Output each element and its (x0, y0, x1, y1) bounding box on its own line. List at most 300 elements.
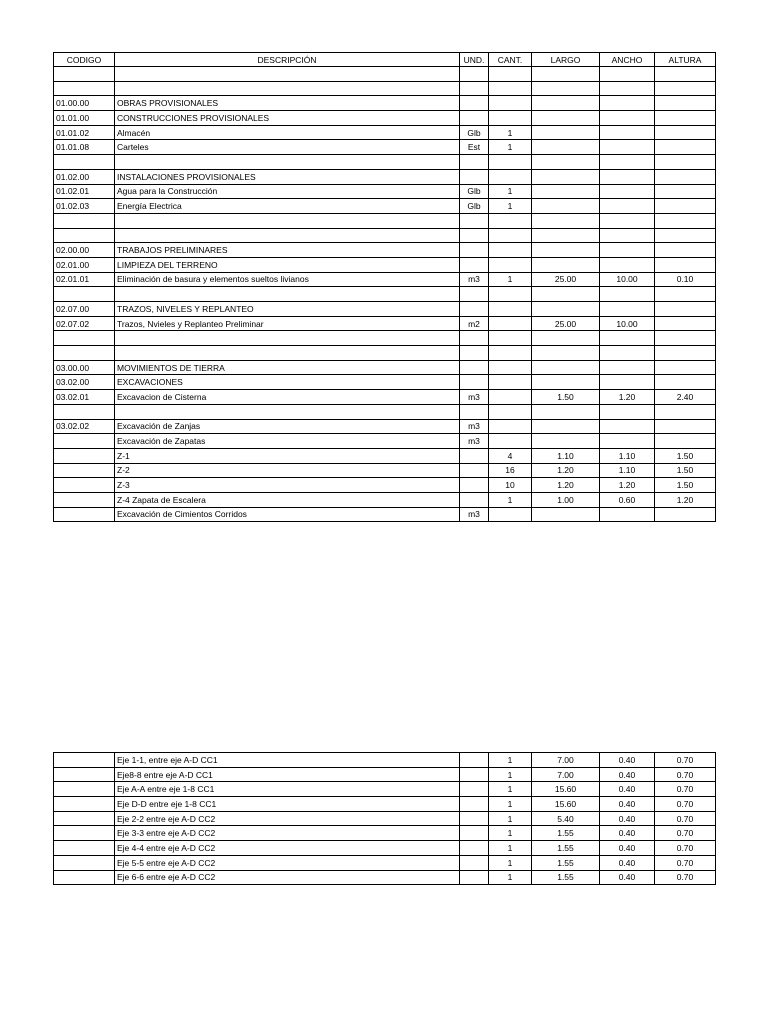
cell-ancho (600, 228, 655, 243)
cell-descripcion (115, 213, 460, 228)
cell-descripcion: Eje 2-2 entre eje A-D CC2 (115, 811, 460, 826)
cell-codigo (54, 213, 115, 228)
cell-und (460, 331, 489, 346)
cell-codigo: 01.02.03 (54, 199, 115, 214)
cell-altura (655, 199, 716, 214)
cell-altura (655, 302, 716, 317)
cell-descripcion: Excavación de Cimientos Corridos (115, 507, 460, 522)
cell-largo (532, 257, 600, 272)
cell-codigo: 02.07.02 (54, 316, 115, 331)
table-row (54, 797, 716, 812)
cell-und (460, 111, 489, 126)
cell-ancho (600, 302, 655, 317)
cell-und (460, 257, 489, 272)
cell-largo: 1.00 (532, 492, 600, 507)
table-row (54, 375, 716, 390)
cell-largo: 1.55 (532, 826, 600, 841)
cell-ancho (600, 213, 655, 228)
table-row (54, 419, 716, 434)
cell-und (460, 797, 489, 812)
cell-ancho (600, 125, 655, 140)
table-row (54, 257, 716, 272)
cell-cant (489, 243, 532, 258)
cell-cant (489, 213, 532, 228)
cell-ancho: 0.40 (600, 826, 655, 841)
cell-cant: 4 (489, 448, 532, 463)
cell-cant: 1 (489, 140, 532, 155)
cell-ancho: 0.40 (600, 767, 655, 782)
cell-largo (532, 228, 600, 243)
cell-altura (655, 360, 716, 375)
cell-descripcion: Z-4 Zapata de Escalera (115, 492, 460, 507)
cell-altura (655, 243, 716, 258)
cell-codigo (54, 507, 115, 522)
cell-cant (489, 228, 532, 243)
header-cant: CANT. (489, 53, 532, 67)
cell-codigo: 01.00.00 (54, 96, 115, 111)
cell-descripcion: Eje 4-4 entre eje A-D CC2 (115, 841, 460, 856)
cell-und: m3 (460, 419, 489, 434)
cell-altura (655, 316, 716, 331)
cell-altura: 0.70 (655, 841, 716, 856)
cell-codigo: 02.00.00 (54, 243, 115, 258)
cell-codigo (54, 841, 115, 856)
header-descripcion: DESCRIPCIÓN (115, 53, 460, 67)
cell-und (460, 169, 489, 184)
cell-codigo (54, 870, 115, 885)
cell-codigo: 01.02.01 (54, 184, 115, 199)
table-row (54, 243, 716, 258)
cell-cant: 10 (489, 478, 532, 493)
cell-largo: 1.10 (532, 448, 600, 463)
cell-largo: 25.00 (532, 316, 600, 331)
cell-und (460, 375, 489, 390)
cell-codigo: 01.02.00 (54, 169, 115, 184)
cell-largo (532, 125, 600, 140)
cell-cant: 1 (489, 492, 532, 507)
table-row (54, 870, 716, 885)
cell-altura (655, 331, 716, 346)
table-row (54, 199, 716, 214)
cell-ancho: 0.40 (600, 782, 655, 797)
table-row (54, 507, 716, 522)
cell-codigo: 03.02.00 (54, 375, 115, 390)
cell-largo (532, 419, 600, 434)
cell-largo (532, 287, 600, 302)
cell-cant (489, 375, 532, 390)
cell-und (460, 463, 489, 478)
cell-und (460, 81, 489, 96)
cell-largo (532, 155, 600, 170)
header-und: UND. (460, 53, 489, 67)
cell-descripcion: Trazos, Nvieles y Replanteo Preliminar (115, 316, 460, 331)
cell-altura: 2.40 (655, 390, 716, 405)
cell-altura (655, 155, 716, 170)
cell-cant: 1 (489, 184, 532, 199)
cell-codigo (54, 811, 115, 826)
table-row (54, 316, 716, 331)
cell-altura: 0.10 (655, 272, 716, 287)
table-row (54, 767, 716, 782)
table-row (54, 841, 716, 856)
cell-largo (532, 81, 600, 96)
cell-cant: 1 (489, 855, 532, 870)
cell-codigo (54, 67, 115, 82)
cell-cant: 1 (489, 811, 532, 826)
cell-cant (489, 257, 532, 272)
cell-altura (655, 287, 716, 302)
cell-codigo (54, 287, 115, 302)
cell-largo: 15.60 (532, 782, 600, 797)
cell-largo (532, 302, 600, 317)
cell-ancho: 1.20 (600, 390, 655, 405)
table-row (54, 463, 716, 478)
cell-codigo: 03.00.00 (54, 360, 115, 375)
cell-cant: 1 (489, 767, 532, 782)
cell-und: Glb (460, 125, 489, 140)
cell-und: m3 (460, 272, 489, 287)
cell-ancho: 0.40 (600, 841, 655, 856)
cell-ancho (600, 140, 655, 155)
cell-descripcion (115, 81, 460, 96)
cell-largo: 1.20 (532, 478, 600, 493)
cell-largo (532, 67, 600, 82)
cell-descripcion: Excavacion de Cisterna (115, 390, 460, 405)
cell-descripcion: LIMPIEZA DEL TERRENO (115, 257, 460, 272)
cell-cant (489, 360, 532, 375)
cell-descripcion: OBRAS PROVISIONALES (115, 96, 460, 111)
cell-descripcion (115, 331, 460, 346)
cell-und: m3 (460, 434, 489, 449)
cell-largo (532, 404, 600, 419)
cell-altura (655, 404, 716, 419)
cell-ancho (600, 257, 655, 272)
cell-descripcion (115, 228, 460, 243)
table-row (54, 213, 716, 228)
cell-altura: 0.70 (655, 767, 716, 782)
table-row (54, 140, 716, 155)
cell-altura (655, 507, 716, 522)
cell-cant (489, 67, 532, 82)
table-row (54, 81, 716, 96)
cell-descripcion: Agua para la Construcción (115, 184, 460, 199)
cell-ancho (600, 96, 655, 111)
cell-largo (532, 375, 600, 390)
cell-altura (655, 96, 716, 111)
cell-ancho (600, 375, 655, 390)
table-row (54, 67, 716, 82)
header-altura: ALTURA (655, 53, 716, 67)
cell-ancho (600, 287, 655, 302)
cell-cant (489, 155, 532, 170)
cell-codigo: 01.01.02 (54, 125, 115, 140)
table-row (54, 331, 716, 346)
cell-und (460, 67, 489, 82)
cell-altura (655, 228, 716, 243)
cell-cant (489, 419, 532, 434)
cell-cant (489, 404, 532, 419)
cell-und (460, 753, 489, 768)
cell-largo: 1.55 (532, 855, 600, 870)
cell-descripcion: Energía Electrica (115, 199, 460, 214)
cell-codigo (54, 404, 115, 419)
cell-largo: 25.00 (532, 272, 600, 287)
cell-descripcion: Eje A-A entre eje 1-8 CC1 (115, 782, 460, 797)
cell-und (460, 855, 489, 870)
cell-ancho (600, 419, 655, 434)
table-row (54, 111, 716, 126)
header-codigo: CODIGO (54, 53, 115, 67)
header-row (54, 53, 716, 67)
cell-descripcion (115, 287, 460, 302)
cell-descripcion: Eje D-D entre eje 1-8 CC1 (115, 797, 460, 812)
cell-descripcion: CONSTRUCCIONES PROVISIONALES (115, 111, 460, 126)
cell-largo (532, 111, 600, 126)
cell-altura: 0.70 (655, 811, 716, 826)
cell-ancho (600, 346, 655, 361)
cell-und: Glb (460, 199, 489, 214)
cell-altura (655, 169, 716, 184)
cell-cant (489, 316, 532, 331)
cell-cant: 1 (489, 272, 532, 287)
cell-und (460, 870, 489, 885)
cell-codigo: 01.01.00 (54, 111, 115, 126)
cell-altura: 0.70 (655, 870, 716, 885)
cell-ancho (600, 81, 655, 96)
cell-largo: 1.55 (532, 841, 600, 856)
cell-ancho (600, 331, 655, 346)
cell-codigo: 02.01.00 (54, 257, 115, 272)
cell-codigo (54, 463, 115, 478)
cell-descripcion: Excavación de Zapatas (115, 434, 460, 449)
cell-cant (489, 331, 532, 346)
table-row (54, 272, 716, 287)
cell-ancho: 0.40 (600, 855, 655, 870)
cell-cant (489, 96, 532, 111)
cell-cant (489, 287, 532, 302)
cell-und (460, 302, 489, 317)
cell-ancho: 10.00 (600, 316, 655, 331)
cell-cant (489, 169, 532, 184)
cell-largo (532, 360, 600, 375)
table-row (54, 346, 716, 361)
cell-und (460, 96, 489, 111)
cell-codigo: 02.01.01 (54, 272, 115, 287)
cell-codigo (54, 228, 115, 243)
cell-cant: 1 (489, 870, 532, 885)
cell-ancho (600, 507, 655, 522)
cell-descripcion: Carteles (115, 140, 460, 155)
cell-descripcion: Eje 3-3 entre eje A-D CC2 (115, 826, 460, 841)
cell-codigo (54, 826, 115, 841)
cell-altura (655, 81, 716, 96)
cell-largo (532, 96, 600, 111)
cell-descripcion (115, 404, 460, 419)
cell-altura (655, 257, 716, 272)
cell-altura: 1.50 (655, 448, 716, 463)
cell-altura (655, 346, 716, 361)
cell-largo (532, 243, 600, 258)
cell-descripcion: Z-1 (115, 448, 460, 463)
cell-und (460, 404, 489, 419)
cell-cant: 16 (489, 463, 532, 478)
cell-codigo (54, 753, 115, 768)
cell-descripcion: Z-3 (115, 478, 460, 493)
cell-und (460, 841, 489, 856)
cell-altura (655, 184, 716, 199)
cell-und (460, 213, 489, 228)
cell-altura (655, 434, 716, 449)
cell-descripcion: INSTALACIONES PROVISIONALES (115, 169, 460, 184)
cell-altura (655, 419, 716, 434)
table-row (54, 287, 716, 302)
cell-cant: 1 (489, 125, 532, 140)
cell-altura (655, 67, 716, 82)
cell-largo: 1.55 (532, 870, 600, 885)
cell-ancho: 10.00 (600, 272, 655, 287)
cell-descripcion: Almacén (115, 125, 460, 140)
cell-und: Est (460, 140, 489, 155)
table-row (54, 478, 716, 493)
cell-ancho: 0.40 (600, 870, 655, 885)
cell-ancho (600, 434, 655, 449)
cell-codigo: 01.01.08 (54, 140, 115, 155)
cell-ancho: 0.40 (600, 753, 655, 768)
cell-altura: 1.50 (655, 478, 716, 493)
table-row (54, 753, 716, 768)
cell-ancho: 1.10 (600, 463, 655, 478)
cell-altura: 0.70 (655, 826, 716, 841)
cell-altura: 0.70 (655, 797, 716, 812)
cell-altura: 0.70 (655, 855, 716, 870)
cell-und (460, 478, 489, 493)
cell-largo: 15.60 (532, 797, 600, 812)
cell-und (460, 767, 489, 782)
table-row (54, 302, 716, 317)
cell-cant: 1 (489, 826, 532, 841)
header-largo: LARGO (532, 53, 600, 67)
cell-ancho (600, 67, 655, 82)
cell-und (460, 492, 489, 507)
table-row (54, 404, 716, 419)
cell-codigo (54, 448, 115, 463)
cell-ancho (600, 404, 655, 419)
cell-und (460, 287, 489, 302)
cimientos-corridos-table (53, 752, 716, 885)
cell-largo (532, 331, 600, 346)
cell-codigo (54, 434, 115, 449)
cell-largo (532, 140, 600, 155)
cell-altura (655, 111, 716, 126)
cell-codigo (54, 767, 115, 782)
cell-cant: 1 (489, 841, 532, 856)
cell-codigo (54, 155, 115, 170)
cell-altura (655, 213, 716, 228)
cell-codigo (54, 346, 115, 361)
cell-descripcion: MOVIMIENTOS DE TIERRA (115, 360, 460, 375)
cell-largo (532, 169, 600, 184)
cell-codigo (54, 797, 115, 812)
cell-largo: 5.40 (532, 811, 600, 826)
cell-cant: 1 (489, 782, 532, 797)
cell-largo: 7.00 (532, 753, 600, 768)
cell-descripcion: EXCAVACIONES (115, 375, 460, 390)
cell-cant: 1 (489, 753, 532, 768)
table-row (54, 169, 716, 184)
cell-codigo: 02.07.00 (54, 302, 115, 317)
cell-descripcion: Eliminación de basura y elementos sueltos livianos (115, 272, 460, 287)
cell-cant (489, 390, 532, 405)
cell-descripcion: TRAZOS, NIVELES Y REPLANTEO (115, 302, 460, 317)
cell-und (460, 826, 489, 841)
table-row (54, 228, 716, 243)
cell-altura (655, 140, 716, 155)
cell-descripcion (115, 155, 460, 170)
cell-ancho: 0.60 (600, 492, 655, 507)
table-row (54, 360, 716, 375)
cell-largo (532, 184, 600, 199)
cell-descripcion: Eje 1-1, entre eje A-D CC1 (115, 753, 460, 768)
cell-und (460, 782, 489, 797)
cell-cant: 1 (489, 797, 532, 812)
cell-altura: 1.50 (655, 463, 716, 478)
cell-descripcion: Z-2 (115, 463, 460, 478)
cell-codigo (54, 331, 115, 346)
cell-largo: 1.50 (532, 390, 600, 405)
cell-cant (489, 302, 532, 317)
cell-largo (532, 199, 600, 214)
cell-altura: 0.70 (655, 753, 716, 768)
table-row (54, 96, 716, 111)
cell-und: m2 (460, 316, 489, 331)
cell-descripcion (115, 346, 460, 361)
cell-cant (489, 81, 532, 96)
cell-ancho: 0.40 (600, 811, 655, 826)
table-row (54, 448, 716, 463)
table-row (54, 811, 716, 826)
cell-altura (655, 125, 716, 140)
cell-ancho (600, 243, 655, 258)
cell-largo: 7.00 (532, 767, 600, 782)
table-row (54, 390, 716, 405)
cell-largo (532, 434, 600, 449)
cell-codigo: 03.02.02 (54, 419, 115, 434)
cell-ancho: 1.20 (600, 478, 655, 493)
table-row (54, 184, 716, 199)
cell-codigo (54, 492, 115, 507)
cell-descripcion: Eje 5-5 entre eje A-D CC2 (115, 855, 460, 870)
cell-ancho (600, 111, 655, 126)
cell-codigo (54, 782, 115, 797)
cell-ancho (600, 199, 655, 214)
cell-codigo: 03.02.01 (54, 390, 115, 405)
header-ancho: ANCHO (600, 53, 655, 67)
cell-und: m3 (460, 390, 489, 405)
table-row (54, 492, 716, 507)
cell-largo (532, 507, 600, 522)
cell-codigo (54, 855, 115, 870)
cell-cant (489, 507, 532, 522)
cell-cant (489, 346, 532, 361)
cell-altura: 1.20 (655, 492, 716, 507)
cell-altura: 0.70 (655, 782, 716, 797)
cell-ancho (600, 184, 655, 199)
cell-descripcion: TRABAJOS PRELIMINARES (115, 243, 460, 258)
metrado-table (53, 52, 716, 522)
cell-largo (532, 346, 600, 361)
cell-ancho: 0.40 (600, 797, 655, 812)
cell-ancho: 1.10 (600, 448, 655, 463)
